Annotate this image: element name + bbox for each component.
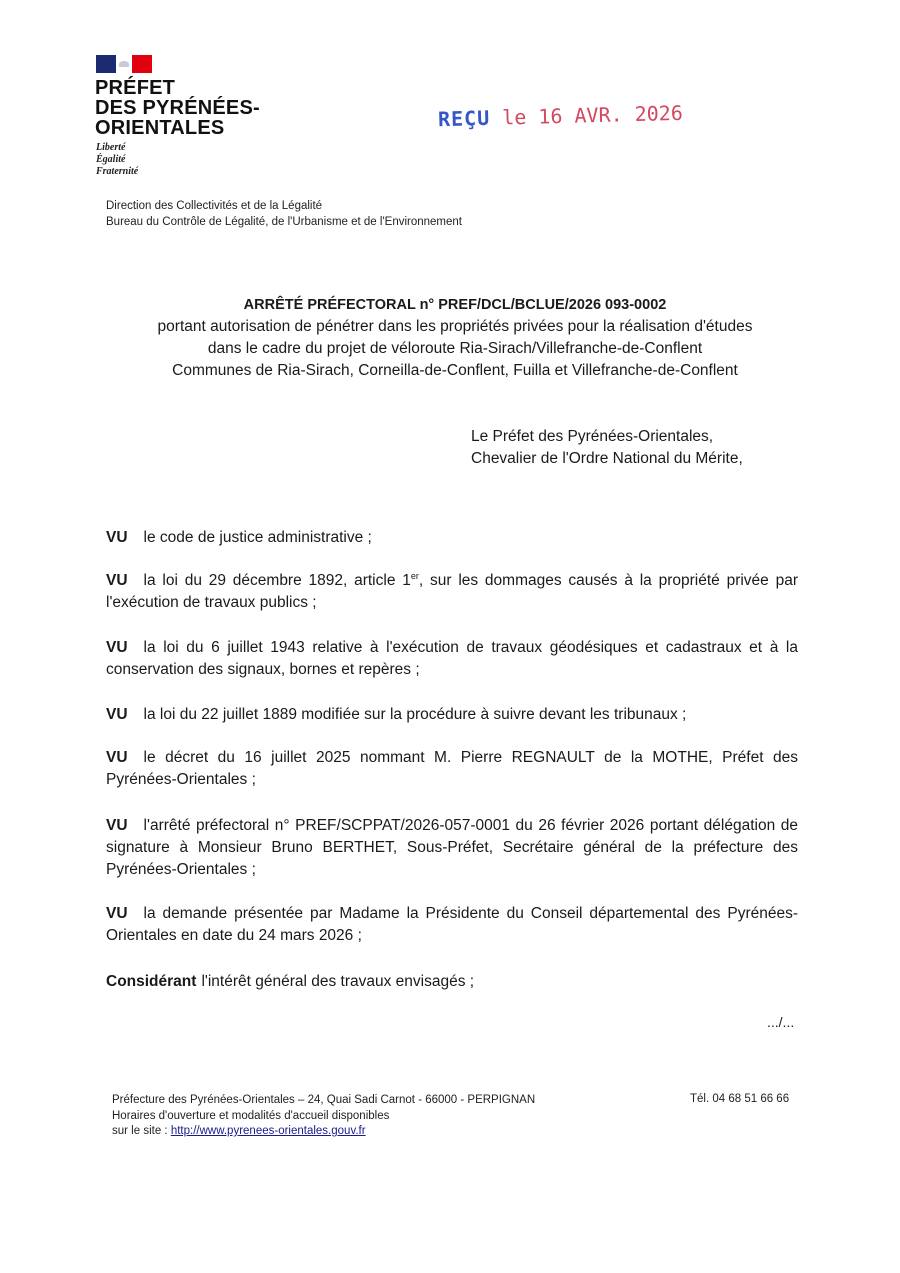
republic-motto (96, 142, 138, 178)
footer-site-prefix: sur le site : (112, 1125, 168, 1137)
signatory-honor: Chevalier de l'Ordre National du Mérite, (471, 450, 743, 467)
visa-paragraph (106, 747, 798, 791)
visa-paragraph (106, 903, 798, 947)
visa-text: la loi du 29 décembre 1892, article 1 (143, 572, 411, 589)
considerant-keyword: Considérant (106, 973, 197, 990)
visa-keyword: VU (106, 529, 128, 546)
continuation-mark: .../... (767, 1014, 795, 1030)
footer-hours: Horaires d'ouverture et modalités d'accueil disponibles (112, 1109, 390, 1122)
footer-phone: Tél. 04 68 51 66 66 (690, 1093, 790, 1105)
considerant-text: l'intérêt général des travaux envisagés ; (201, 973, 475, 990)
visa-text: l'arrêté préfectoral n° PREF/SCPPAT/2026-057-0001 du 26 février 2026 portant délégation de signature à Monsieur Bruno BERTHET, Sous-Préfet, Secrétaire général de la préfecture des Pyrénées-Orientales ; (106, 817, 798, 878)
prefet-line: ORIENTALES (95, 117, 225, 139)
bureau-name: Bureau du Contrôle de Légalité, de l'Urbanisme et de l'Environnement (106, 216, 462, 228)
visa-text: le code de justice administrative ; (143, 529, 372, 546)
visa-keyword: VU (106, 639, 128, 656)
motto-liberte: Liberté (96, 142, 126, 153)
service-header (106, 198, 462, 230)
received-stamp (438, 101, 683, 131)
visa-keyword: VU (106, 817, 128, 834)
decree-subject-line: dans le cadre du projet de véloroute Ria-Sirach/Villefranche-de-Conflent (207, 340, 703, 357)
signatory (471, 426, 743, 470)
visa-text: , sur les dommages causés à la propriété privée par l'exécution de travaux publics ; (106, 572, 798, 611)
visa-keyword: VU (106, 749, 128, 766)
motto-egalite: Égalité (96, 154, 126, 165)
stamp-date-text: le 16 AVR. 2026 (501, 100, 684, 130)
visa-text: la loi du 22 juillet 1889 modifiée sur la procédure à suivre devant les tribunaux ; (143, 706, 687, 723)
visa-keyword: VU (106, 572, 128, 589)
visa-text: le décret du 16 juillet 2025 nommant M. Pierre REGNAULT de la MOTHE, Préfet des Pyrénées-Orientales ; (106, 749, 798, 788)
stamp-received-text: REÇU (437, 105, 491, 132)
prefecture-website-link[interactable]: http://www.pyrenees-orientales.gouv.fr (170, 1125, 366, 1137)
footer-site-line (112, 1124, 535, 1140)
visa-paragraph (106, 637, 798, 681)
prefet-line: DES PYRÉNÉES- (95, 97, 260, 119)
signatory-title: Le Préfet des Pyrénées-Orientales, (471, 428, 714, 445)
decree-number: ARRÊTÉ PRÉFECTORAL n° PREF/DCL/BCLUE/2026 093-0002 (243, 297, 667, 313)
visa-keyword: VU (106, 905, 128, 922)
visa-sup: er (410, 570, 419, 581)
visa-keyword: VU (106, 706, 128, 723)
decree-subject-line: portant autorisation de pénétrer dans les propriétés privées pour la réalisation d'études (157, 318, 753, 335)
footer (112, 1093, 535, 1140)
prefet-line: PRÉFET (95, 77, 176, 99)
visa-paragraph (106, 527, 798, 549)
visa-paragraph (106, 815, 798, 881)
considerant-paragraph (106, 971, 798, 993)
visa-text: la loi du 6 juillet 1943 relative à l'exécution de travaux géodésiques et cadastraux et à la conservation des signaux, bornes et repères ; (106, 639, 798, 678)
direction-name: Direction des Collectivités et de la Légalité (106, 200, 323, 212)
marianne-flag-logo (96, 55, 152, 73)
motto-fraternite: Fraternité (96, 166, 139, 177)
visa-text: la demande présentée par Madame la Présidente du Conseil départemental des Pyrénées-Orientales en date du 24 mars 2026 ; (106, 905, 798, 944)
visa-paragraph (106, 570, 798, 614)
footer-address: Préfecture des Pyrénées-Orientales – 24, Quai Sadi Carnot - 66000 - PERPIGNAN (112, 1094, 536, 1106)
prefet-title (95, 78, 260, 138)
decree-title (100, 294, 810, 382)
visa-paragraph (106, 704, 798, 726)
decree-communes: Communes de Ria-Sirach, Corneilla-de-Conflent, Fuilla et Villefranche-de-Conflent (172, 362, 738, 379)
